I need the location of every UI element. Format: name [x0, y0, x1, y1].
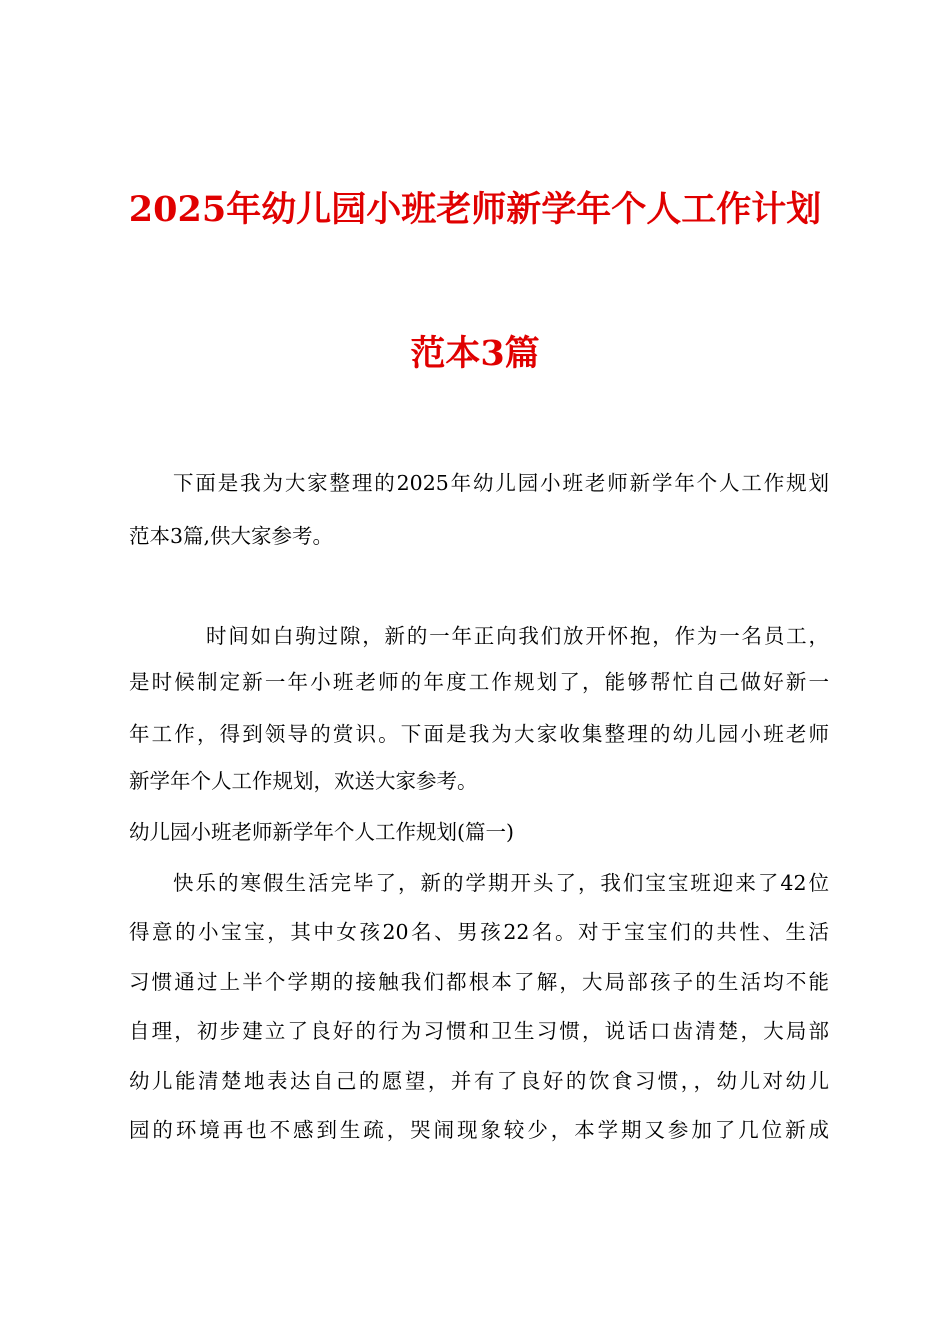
intro-line-1: 下面是我为大家整理的2025年幼儿园小班老师新学年个人工作规划 [173, 471, 829, 495]
paragraph2-line-3: 习惯通过上半个学期的接触我们都根本了解，大局部孩子的生活均不能 [129, 970, 829, 994]
paragraph1-line-3: 年工作，得到领导的赏识。下面是我为大家收集整理的幼儿园小班老师 [129, 722, 829, 746]
paragraph2-line-6: 园的环境再也不感到生疏，哭闹现象较少，本学期又参加了几位新成 [129, 1118, 829, 1142]
paragraph1-line-1: 时间如白驹过隙，新的一年正向我们放开怀抱，作为一名员工， [206, 624, 829, 648]
paragraph2-line-1: 快乐的寒假生活完毕了，新的学期开头了，我们宝宝班迎来了42位 [173, 871, 829, 895]
paragraph2-line-4: 自理，初步建立了良好的行为习惯和卫生习惯，说话口齿清楚，大局部 [129, 1019, 829, 1043]
paragraph1-line-2: 是时候制定新一年小班老师的年度工作规划了，能够帮忙自己做好新一 [129, 670, 829, 694]
document-title-line-2: 范本3篇 [410, 333, 540, 374]
paragraph2-line-2: 得意的小宝宝，其中女孩20名、男孩22名。对于宝宝们的共性、生活 [129, 920, 829, 944]
intro-line-2: 范本3篇,供大家参考。 [129, 524, 334, 548]
document-title-line-1: 2025年幼儿园小班老师新学年个人工作计划 [128, 189, 822, 230]
paragraph1-line-4: 新学年个人工作规划，欢送大家参考。 [129, 769, 478, 793]
paragraph2-line-5: 幼儿能清楚地表达自己的愿望，并有了良好的饮食习惯，，幼儿对幼儿 [129, 1069, 829, 1093]
section-heading: 幼儿园小班老师新学年个人工作规划(篇一) [129, 820, 514, 844]
